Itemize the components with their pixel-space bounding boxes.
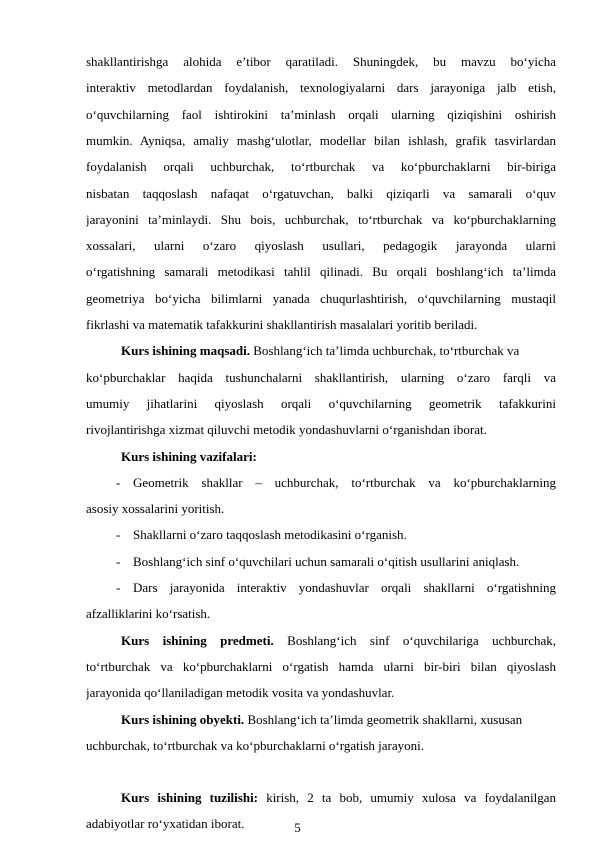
structure-first-line — [121, 788, 556, 808]
object-heading: Kurs ishining obyekti. — [121, 712, 245, 727]
subject-heading: Kurs ishining predmeti. — [121, 633, 274, 648]
object-line: uchburchak, to‘rtburchak va ko‘pburchaklarni o‘rgatish jarayoni. — [86, 738, 424, 753]
structure-heading: Kurs ishining tuzilishi: — [121, 790, 259, 805]
structure-line: adabiyotlar ro‘yxatidan iborat. — [86, 816, 245, 831]
subject-line: to‘rtburchak va ko‘pburchaklarni o‘rgatish hamda ularni bir-biri bilan qiyoslash — [86, 659, 556, 674]
paragraph-line: mumkin. Ayniqsa, amaliy mashg‘ulotlar, modellar bilan ishlash, grafik tasvirlardan — [86, 133, 556, 148]
paragraph-line: foydalanish orqali uchburchak, to‘rtburchak va ko‘pburchaklarni bir-biriga — [86, 159, 556, 174]
goal-first-line — [121, 341, 556, 361]
bullet-dash: - — [116, 580, 121, 595]
paragraph-line: xossalari, ularni o‘zaro qiyoslash usullari, pedagogik jarayonda ularni — [86, 238, 556, 253]
paragraph-line: geometriya bo‘yicha bilimlarni yanada chuqurlashtirish, o‘quvchilarning mustaqil — [86, 291, 556, 306]
paragraph-line: nisbatan taqqoslash nafaqat o‘rgatuvchan, balki qiziqarli va samarali o‘quv — [86, 186, 556, 201]
subject-line: jarayonida qo‘llaniladigan metodik vosita va yondashuvlar. — [86, 685, 395, 700]
structure-text: kirish, 2 ta bob, umumiy xulosa va foydalanilgan — [258, 790, 556, 805]
task-item: Shakllarni o‘zaro taqqoslash metodikasini o‘rganish. — [133, 527, 407, 542]
task-item: Dars jarayonida interaktiv yondashuvlar orqali shakllarni o‘rgatishning — [133, 580, 556, 595]
subject-first-line — [121, 631, 556, 651]
subject-text: Boshlang‘ich sinf o‘quvchilariga uchburchak, — [273, 633, 556, 648]
goal-text: Boshlang‘ich ta’limda uchburchak, to‘rtburchak va — [249, 343, 520, 358]
task-item-continuation: afzalliklarini ko‘rsatish. — [86, 606, 211, 621]
goal-heading: Kurs ishining maqsadi. — [121, 343, 250, 358]
paragraph-line: fikrlashi va matematik tafakkurini shakllantirish masalalari yoritib beriladi. — [86, 317, 478, 332]
bullet-dash: - — [116, 527, 121, 542]
task-item-continuation: asosiy xossalarini yoritish. — [86, 501, 225, 516]
tasks-heading: Kurs ishining vazifalari: — [121, 449, 257, 464]
task-item: Geometrik shakllar – uchburchak, to‘rtburchak va ko‘pburchaklarning — [133, 475, 556, 490]
task-item: Boshlang‘ich sinf o‘quvchilari uchun samarali o‘qitish usullarini aniqlash. — [133, 554, 520, 569]
paragraph-line: o‘rgatishning samarali metodikasi tahlil qilinadi. Bu orqali boshlang‘ich ta’limda — [86, 264, 556, 279]
object-text: Boshlang‘ich ta’limda geometrik shakllarni, xususan — [244, 712, 523, 727]
paragraph-line: shakllantirishga alohida e’tibor qaratiladi. Shuningdek, bu mavzu bo‘yicha — [86, 54, 556, 69]
goal-line: rivojlantirishga xizmat qiluvchi metodik yondashuvlarni o‘rganishdan iborat. — [86, 422, 487, 437]
paragraph-line: o‘quvchilarning faol ishtirokini ta’minlash orqali ularning qiziqishini oshirish — [86, 107, 556, 122]
object-first-line — [121, 710, 556, 730]
paragraph-line: interaktiv metodlardan foydalanish, texnologiyalarni dars jarayoniga jalb etish, — [86, 80, 556, 95]
paragraph-line: jarayonini ta’minlaydi. Shu bois, uchburchak, to‘rtburchak va ko‘pburchaklarning — [86, 212, 556, 227]
bullet-dash: - — [116, 554, 121, 569]
page-number: 5 — [294, 820, 301, 835]
goal-line: umumiy jihatlarini qiyoslash orqali o‘quvchilarning geometrik tafakkurini — [86, 396, 556, 411]
goal-line: ko‘pburchaklar haqida tushunchalarni shakllantirish, ularning o‘zaro farqli va — [86, 370, 556, 385]
bullet-dash: - — [116, 475, 121, 490]
